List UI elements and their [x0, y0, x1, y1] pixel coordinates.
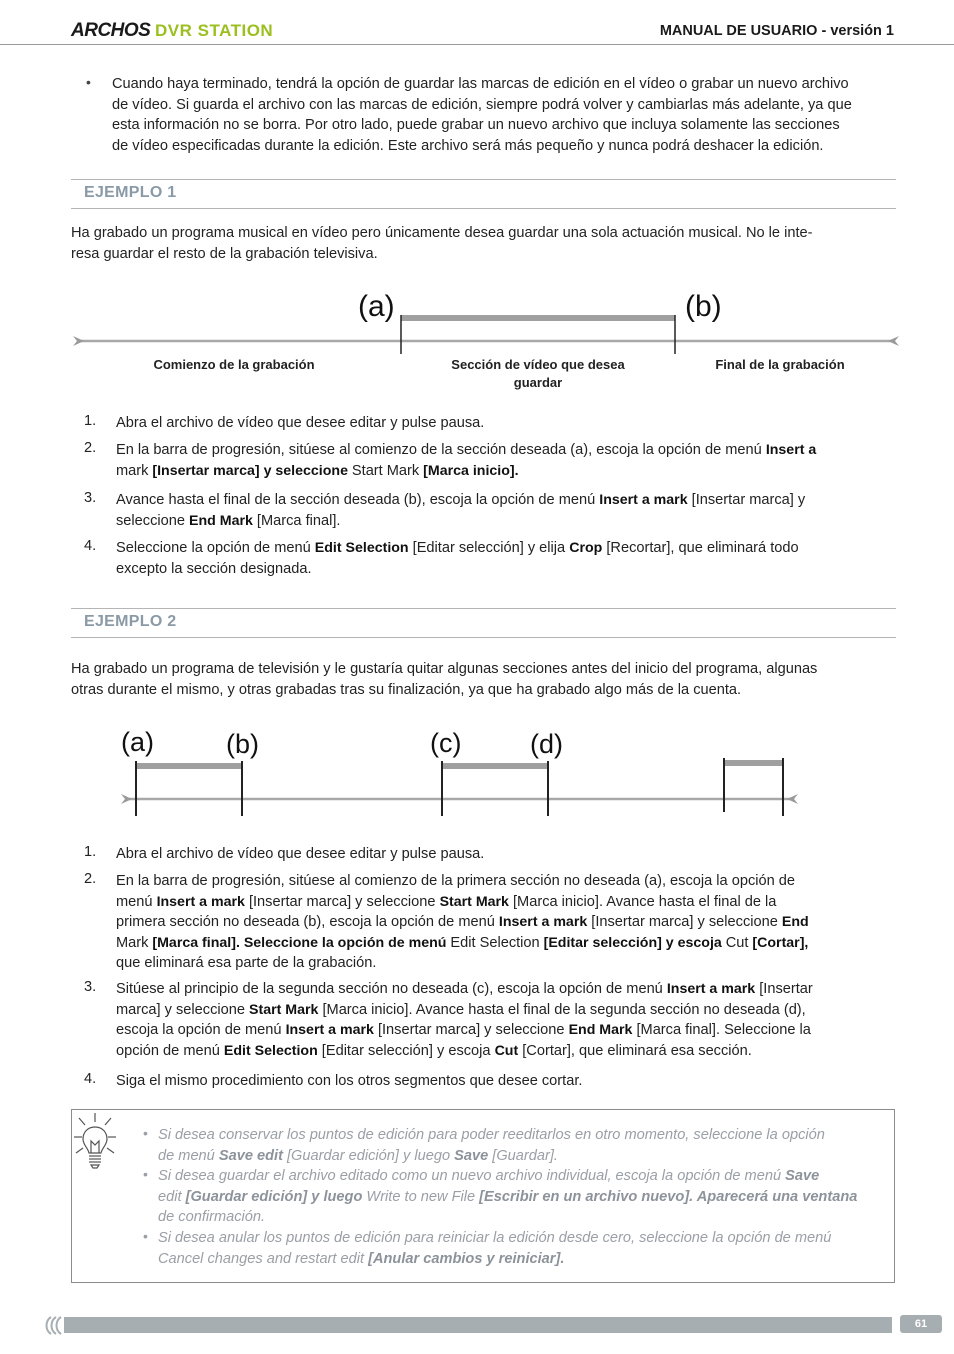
menu-keyword: [Insertar marca] y seleccione — [148, 462, 352, 479]
para-line: Ha grabado un programa musical en vídeo pero únicamente desea guardar una sola actuación musical. No le inte- — [71, 225, 813, 241]
timeline-end-arrow — [787, 794, 798, 804]
intro-bullet — [112, 74, 902, 156]
para-line: resa guardar el resto de la grabación televisiva. — [71, 245, 378, 262]
intro-line: de vídeo especificadas durante la edición. Este archivo será más pequeño y nunca podrá deshacer la edición. — [112, 137, 824, 154]
text-run: Start Mark — [351, 462, 420, 479]
example2-title: EJEMPLO 2 — [84, 613, 177, 630]
text-run: [Marca inicio]. Avance hasta el final de la segunda sección no deseada (d), — [318, 1001, 806, 1018]
step-text — [116, 871, 896, 974]
diagram1-mark-a: (a) — [358, 290, 395, 323]
text-run: Cut — [725, 934, 749, 951]
step-text — [116, 538, 896, 579]
tip-line — [158, 1187, 893, 1208]
text-run: [Guardar]. — [488, 1147, 558, 1164]
step-number: 4. — [84, 538, 97, 554]
menu-keyword: [Cortar], — [748, 934, 809, 951]
footer-bar — [64, 1317, 892, 1333]
step-line — [116, 1000, 896, 1021]
step-line — [116, 461, 896, 482]
menu-keyword: [Escribir en un archivo nuevo]. Aparecerá una ventana — [475, 1188, 858, 1205]
menu-keyword: End Mark — [568, 1022, 633, 1038]
menu-keyword: Insert a — [765, 442, 817, 458]
step-line — [116, 1041, 896, 1062]
para-line: otras durante el mismo, y otras grabadas tras su finalización, ya que ha grabado algo más de la cuenta. — [71, 681, 742, 698]
label-section-line: guardar — [513, 375, 563, 390]
step-text — [116, 490, 896, 531]
menu-keyword: [Editar selección] y escoja — [539, 934, 726, 951]
text-run: [Cortar], que eliminará esa sección. — [518, 1042, 752, 1059]
text-run: de confirmación. — [158, 1209, 266, 1225]
intro-line: esta información no se borra. Por otro lado, puede grabar un nuevo archivo que incluya solamente las secciones — [112, 117, 840, 133]
timeline-end-arrow — [888, 336, 899, 346]
menu-keyword: Insert a mark — [498, 914, 588, 930]
tip-line — [158, 1228, 893, 1249]
text-run: marca] y seleccione — [116, 1001, 250, 1018]
text-run: [Insertar — [755, 981, 813, 997]
step-number: 1. — [84, 413, 97, 429]
text-run: Avance hasta el final de la sección deseada (b), escoja la opción de menú — [116, 492, 600, 508]
diagram2-mark-a: (a) — [121, 727, 154, 757]
text-run: seleccione — [116, 512, 190, 529]
text-run: En la barra de progresión, sitúese al comienzo de la primera sección no deseada (a), escoja la opción de — [116, 873, 796, 889]
step-line — [116, 871, 896, 892]
section-rule-top — [71, 179, 896, 180]
example2-paragraph — [71, 659, 901, 700]
text-run: Mark — [116, 934, 149, 951]
text-run: [Marca final]. — [252, 512, 341, 529]
text-run: Write to new File — [366, 1188, 476, 1205]
step-number: 4. — [84, 1071, 97, 1087]
text-run: [Editar selección] y elija — [408, 540, 570, 556]
step-text — [116, 979, 896, 1061]
text-run: edit — [158, 1188, 182, 1205]
text-run: [Recortar], que eliminará todo — [602, 540, 799, 556]
tip-text — [158, 1166, 893, 1228]
cut-section-bar-1 — [136, 763, 242, 769]
text-run: [Insertar marca] y seleccione — [587, 914, 782, 930]
step-line — [116, 413, 896, 434]
step-line — [116, 538, 896, 559]
example1-title: EJEMPLO 1 — [84, 184, 177, 201]
menu-keyword: End Mark — [189, 512, 253, 529]
step-line — [116, 490, 896, 511]
step-line — [116, 440, 896, 461]
tip-line — [158, 1249, 893, 1270]
step-line — [116, 912, 896, 933]
menu-keyword: Edit Selection — [223, 1042, 318, 1059]
text-run: que eliminará esa parte de la grabación. — [116, 955, 377, 971]
label-start-of-recording: Comienzo de la grabación — [153, 357, 315, 372]
text-run: [Insertar marca] y seleccione — [373, 1022, 569, 1038]
header-rule — [0, 44, 954, 45]
section-rule-top — [71, 608, 896, 609]
step-text — [116, 413, 896, 434]
text-run: [Insertar marca] y seleccione — [244, 893, 440, 910]
text-run: de menú — [158, 1147, 219, 1164]
text-run: En la barra de progresión, sitúese al comienzo de la sección deseada (a), escoja la opción de menú — [116, 442, 766, 458]
diagram2-mark-c: (c) — [430, 728, 462, 758]
tip-line — [158, 1166, 893, 1187]
step-line — [116, 1071, 896, 1092]
menu-keyword: Cut — [494, 1042, 519, 1059]
cut-section-bar-2 — [442, 763, 548, 769]
label-section-line: Sección de vídeo que desea — [451, 357, 625, 372]
step-line — [116, 559, 896, 580]
brand-logo: ARCHOS — [71, 20, 151, 41]
text-run: Cancel changes and restart edit — [158, 1250, 365, 1267]
cut-section-bar-3 — [724, 760, 783, 766]
step-line — [116, 979, 896, 1000]
kept-section-bar — [401, 315, 675, 321]
text-run: [Guardar edición] y luego — [282, 1147, 455, 1164]
menu-keyword: Save — [785, 1168, 820, 1184]
step-text — [116, 844, 896, 865]
menu-keyword: Edit Selection — [314, 540, 409, 556]
tip-text — [158, 1125, 893, 1166]
footer-arcs-icon — [44, 1316, 66, 1335]
page-number: 61 — [900, 1315, 942, 1333]
menu-keyword: Insert a mark — [285, 1022, 374, 1038]
step-line — [116, 953, 896, 974]
text-run: [Marca final]. Seleccione la — [632, 1022, 811, 1038]
text-run: [Marca inicio]. Avance hasta el final de la — [508, 893, 777, 910]
menu-keyword: Insert a mark — [599, 492, 688, 508]
text-run: Si desea guardar el archivo editado como un nuevo archivo individual, escoja la opción de menú — [158, 1168, 786, 1184]
text-run: menú — [116, 893, 157, 910]
label-end-of-recording: Final de la grabación — [715, 357, 845, 372]
step-line — [116, 844, 896, 865]
menu-keyword: End — [781, 914, 809, 930]
example1-paragraph — [71, 223, 901, 264]
text-run: Seleccione la opción de menú — [116, 540, 315, 556]
timeline-start-arrow — [73, 336, 84, 346]
step-number: 1. — [84, 844, 97, 860]
step-number: 3. — [84, 490, 97, 506]
menu-keyword: [Marca final]. Seleccione la opción de menú — [148, 934, 451, 951]
step-number: 2. — [84, 440, 97, 456]
diagram2-mark-d: (d) — [530, 729, 563, 759]
tip-line — [158, 1207, 893, 1228]
menu-keyword: [Guardar edición] y luego — [181, 1188, 367, 1205]
menu-keyword: [Anular cambios y reiniciar]. — [364, 1250, 565, 1267]
manual-version: MANUAL DE USUARIO - versión 1 — [659, 23, 894, 39]
step-line — [116, 511, 896, 532]
bullet-dot: • — [86, 74, 91, 90]
para-line: Ha grabado un programa de televisión y le gustaría quitar algunas secciones antes del inicio del programa, algunas — [71, 661, 818, 677]
menu-keyword: Save edit — [218, 1147, 283, 1164]
text-run: Edit Selection — [450, 934, 540, 951]
tip-bullet: • — [143, 1228, 148, 1244]
tip-bullet: • — [143, 1125, 148, 1141]
text-run: primera sección no deseada (b), escoja la opción de menú — [116, 914, 499, 930]
lightbulb-icon — [72, 1110, 122, 1174]
intro-line: de vídeo. Si guarda el archivo con las marcas de edición, siempre podrá volver y cambiarlas más adelante, ya que — [112, 96, 852, 113]
intro-line: Cuando haya terminado, tendrá la opción de guardar las marcas de edición en el vídeo o grabar un nuevo archivo — [112, 76, 849, 92]
diagram1-mark-b: (b) — [685, 290, 722, 323]
step-line — [116, 933, 896, 954]
step-number: 2. — [84, 871, 97, 887]
menu-keyword: Insert a mark — [156, 893, 245, 910]
text-run: Abra el archivo de vídeo que desee editar y pulse pausa. — [116, 846, 485, 862]
text-run: Abra el archivo de vídeo que desee editar y pulse pausa. — [116, 415, 485, 431]
text-run: escoja la opción de menú — [116, 1022, 286, 1038]
diagram2-mark-b: (b) — [226, 729, 259, 759]
product-name: DVR STATION — [155, 21, 274, 40]
text-run: excepto la sección designada. — [116, 560, 312, 577]
section-rule-bottom — [71, 208, 896, 209]
menu-keyword: [Marca inicio]. — [419, 462, 519, 479]
tip-bullet: • — [143, 1166, 148, 1182]
text-run: opción de menú — [116, 1042, 224, 1059]
text-run: mark — [116, 462, 149, 479]
menu-keyword: Start Mark — [439, 893, 509, 910]
step-text — [116, 1071, 896, 1092]
step-line — [116, 892, 896, 913]
section-rule-bottom — [71, 637, 896, 638]
tip-line — [158, 1125, 893, 1146]
text-run: [Insertar marca] y — [687, 492, 806, 508]
step-text — [116, 440, 896, 481]
text-run: [Editar selección] y escoja — [317, 1042, 495, 1059]
timeline-start-arrow — [121, 794, 132, 804]
label-desired-section — [420, 356, 656, 392]
menu-keyword: Insert a mark — [666, 981, 756, 997]
menu-keyword: Crop — [569, 540, 603, 556]
menu-keyword: Save — [454, 1147, 489, 1164]
text-run: Siga el mismo procedimiento con los otros segmentos que desee cortar. — [116, 1073, 583, 1089]
menu-keyword: Start Mark — [249, 1001, 319, 1018]
step-number: 3. — [84, 979, 97, 995]
text-run: Sitúese al principio de la segunda sección no deseada (c), escoja la opción de menú — [116, 981, 667, 997]
tip-text — [158, 1228, 893, 1269]
text-run: Si desea conservar los puntos de edición para poder reeditarlos en otro momento, seleccione la opción — [158, 1127, 825, 1143]
step-line — [116, 1020, 896, 1041]
tip-line — [158, 1146, 893, 1167]
text-run: Si desea anular los puntos de edición para reiniciar la edición desde cero, seleccione la opción de menú — [158, 1230, 832, 1246]
